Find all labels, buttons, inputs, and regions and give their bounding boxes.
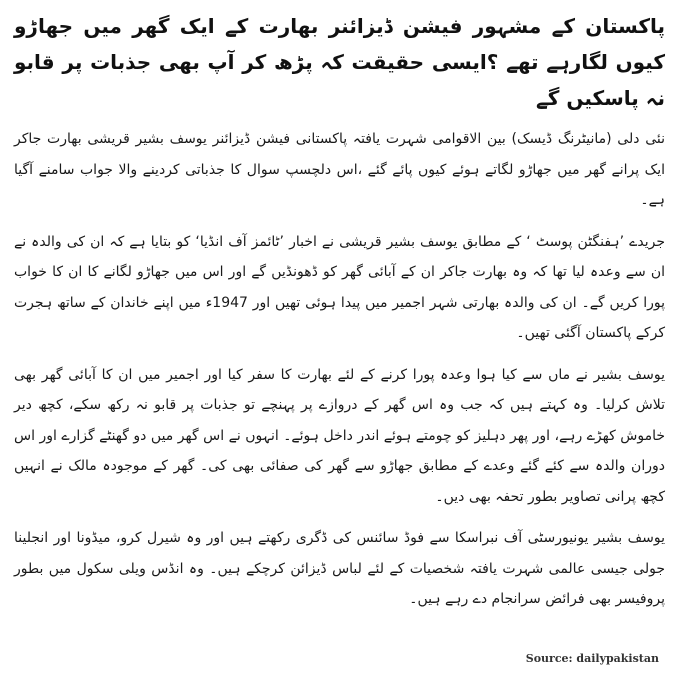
source-credit: Source: dailypakistan — [525, 652, 659, 665]
article-paragraph-1: نئی دلی (مانیٹرنگ ڈیسک) بین الاقوامی شہرت یافتہ پاکستانی فیشن ڈیزائنر یوسف بشیر قریشی بھارت جاکر ایک پرانے گھر میں جھاڑو لگاتے ہوئے کیوں پائے گئے ،اس دلچسپ سوال کا جذباتی کردینے والا جواب سامنے آگیا ہے۔ — [14, 131, 665, 208]
article-paragraph-4: یوسف بشیر یونیورسٹی آف نبراسکا سے فوڈ سائنس کی ڈگری رکھتے ہیں اور وہ شیرل کرو، میڈونا اور انجلینا جولی جیسی عالمی شہرت یافتہ شخصیات کے لئے لباس ڈیزائن کرچکے ہیں۔ وہ انڈس ویلی سکول میں بطور پروفیسر بھی فرائض سرانجام دے رہے ہیں۔ — [14, 530, 665, 607]
article-paragraph-2: جریدے ’ہفنگٹن پوسٹ ‘ کے مطابق یوسف بشیر قریشی نے اخبار ’ٹائمز آف انڈیا‘ کو بتایا ہے کہ ان کی والدہ نے ان سے وعدہ لیا تھا کہ وہ بھارت جاکر ان کے آبائی گھر کو ڈھونڈیں گے اور اس میں جھاڑو لگانے کا ان کا خواب پورا کریں گے۔ ان کی والدہ بھارتی شہر اجمیر میں پیدا ہوئی تھیں اور 1947ء میں اپنے خاندان کے ساتھ ہجرت کرکے پاکستان آگئی تھیں۔ — [14, 233, 666, 341]
article-paragraph-3: یوسف بشیر نے ماں سے کیا ہوا وعدہ پورا کرنے کے لئے بھارت کا سفر کیا اور اجمیر میں ان کا آبائی گھر بھی تلاش کرلیا۔ وہ کہتے ہیں کہ جب وہ اس گھر کے دروازے پر پہنچے تو جذبات پر قابو نہ رکھ سکے، کچھ دیر خاموش کھڑے رہے، اور پھر دہلیز کو چومتے ہوئے اندر داخل ہوئے۔ انہوں نے اس گھر میں دو گھنٹے گزارے اور اس دوران والدہ سے کئے گئے وعدے کے مطابق جھاڑو سے گھر کی صفائی بھی کی۔ گھر کے موجودہ مالک نے انہیں کچھ پرانی تصاویر بطور تحفہ بھی دیں۔ — [14, 366, 665, 505]
article-headline: پاکستان کے مشہور فیشن ڈیزائنر بھارت کے ایک گھر میں جھاڑو کیوں لگارہے تھے ؟ایسی حقیقت کہ پڑھ کر آپ بھی جذبات پر قابو نہ پاسکیں گے — [14, 14, 665, 110]
